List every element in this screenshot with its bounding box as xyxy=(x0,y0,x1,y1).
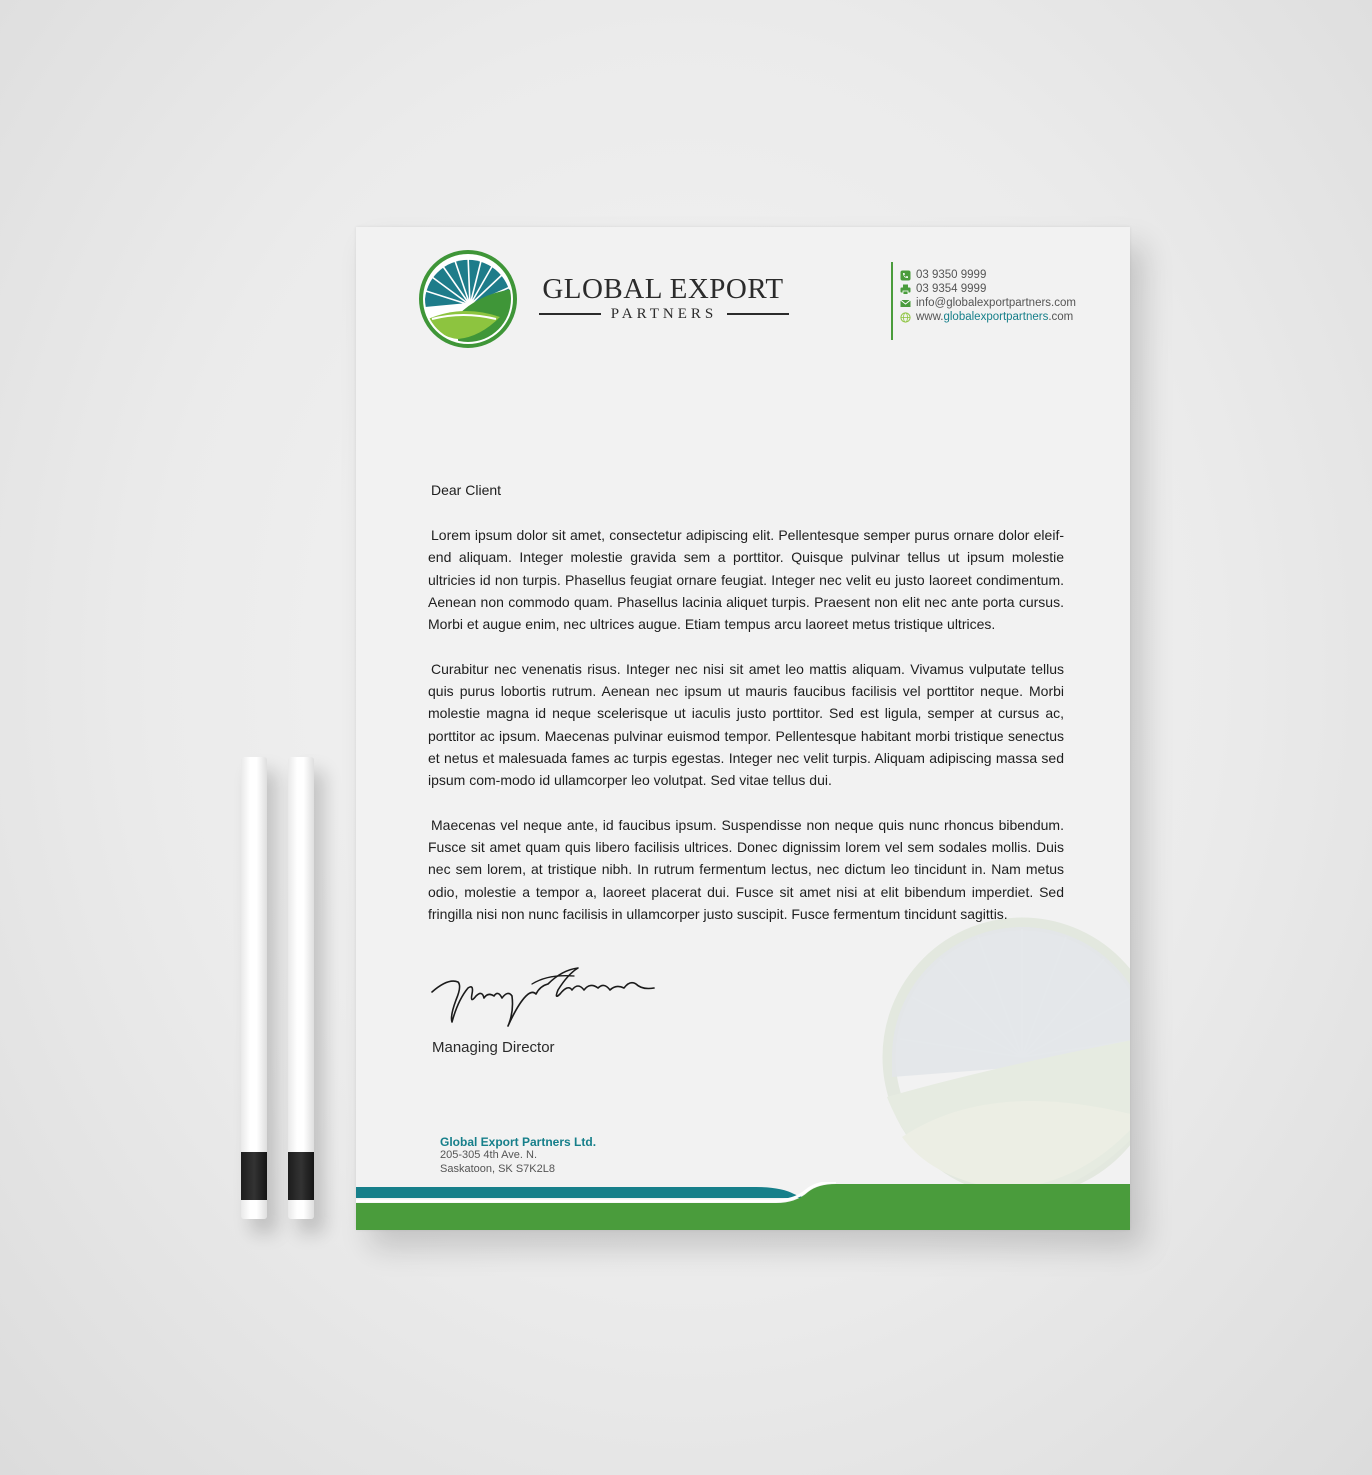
pen-grip xyxy=(241,1152,267,1200)
website-prefix: www. xyxy=(916,311,944,323)
signer-title: Managing Director xyxy=(432,1039,555,1056)
website-domain: globalexportpartners xyxy=(943,311,1049,323)
address-line: 205-305 4th Ave. N. xyxy=(440,1149,538,1161)
pen xyxy=(288,757,314,1219)
footer-wave-band xyxy=(356,1182,1130,1230)
globe-icon xyxy=(900,312,911,323)
fax-text: 03 9354 9999 xyxy=(916,283,987,295)
paragraph: Curabitur nec venenatis risus. Integer nec nisi sit amet leo mattis aliquam. Vivamus vulputate tellus quis purus lobortis rutrum. Aenean nec ipsum ut mauris faucibus facilisis vel porttitor neque. Morbi molestie magna id neque scelerisque ut iaculis justo porttitor. Sed est ligula, semper at cursus ac, porttitor ac ipsum. Maecenas pulvinar euismod tempor. Pellentesque habitant morbi tristique senectus et netus et malesuada fames ac turpis egestas. Integer nec velit turpis. Aliquam adipiscing massa sed ipsum com-modo id ullamcorper leo volutpat. Sed vitae tellus dui. xyxy=(428,660,1064,789)
paragraph: Lorem ipsum dolor sit amet, consectetur adipiscing elit. Pellentesque semper purus ornare dolor eleif-end aliquam. Integer molestie gravida sem a porttitor. Quisque pulvinar tellus ut ipsum molestie ultricies id non turpis. Phasellus feugiat ornare feugiat. Integer nec velit eu justo laoreet condimentum. Aenean non commodo quam. Phasellus lacinia aliquet turpis. Praesent non elit nec ante porta cursus. Morbi et augue enim, nec ultrices augue. Etiam tempus arcu laoreet metus tristique ultrices. xyxy=(428,527,1064,633)
footer-company-name: Global Export Partners Ltd. xyxy=(440,1135,597,1149)
handwritten-signature xyxy=(428,960,668,1032)
email-icon xyxy=(900,298,911,309)
phone-text[interactable]: 03 9350 9999 xyxy=(916,269,987,281)
contact-website xyxy=(900,310,1076,324)
divider xyxy=(727,313,789,315)
email-link[interactable]: info@globalexportpartners.com xyxy=(916,297,1076,309)
phone-icon xyxy=(900,270,911,281)
tagline-text: PARTNERS xyxy=(610,305,718,322)
contact-divider xyxy=(891,262,893,340)
website-link[interactable] xyxy=(916,310,1073,324)
company-name: GLOBAL EXPORT xyxy=(542,273,784,305)
letterhead-page xyxy=(356,227,1130,1230)
fax-icon xyxy=(900,284,911,295)
logo-watermark-icon xyxy=(882,917,1130,1197)
contact-block xyxy=(900,268,1076,324)
contact-fax xyxy=(900,282,1076,296)
contact-email xyxy=(900,296,1076,310)
salutation: Dear Client xyxy=(431,482,502,498)
contact-phone xyxy=(900,268,1076,282)
website-suffix: .com xyxy=(1048,311,1074,323)
company-tagline xyxy=(539,305,789,323)
divider xyxy=(539,313,601,315)
paragraph: Maecenas vel neque ante, id faucibus ipsum. Suspendisse non neque quis nunc rhoncus bibendum. Fusce sit amet quam quis libero facilisis ultrices. Donec dignissim lorem vel sem sodales mollis. Duis nec sem lorem, at tristique nibh. In rutrum fermentum lectus, nec dictum leo tincidunt in. Nam metus odio, molestie a tempor a, laoreet placerat dui. Fusce sit amet nisi at elit bibendum imperdiet. Sed fringilla nisi non nunc facilisis in ullamcorper justo suscipit. Fusce fermentum tincidunt sagittis. xyxy=(428,816,1064,923)
address-line: Saskatoon, SK S7K2L8 xyxy=(440,1162,555,1175)
pen-grip xyxy=(288,1152,314,1200)
company-logo-icon xyxy=(418,249,518,349)
pen xyxy=(241,757,267,1219)
footer-address xyxy=(440,1149,555,1176)
letter-body xyxy=(428,524,1064,948)
